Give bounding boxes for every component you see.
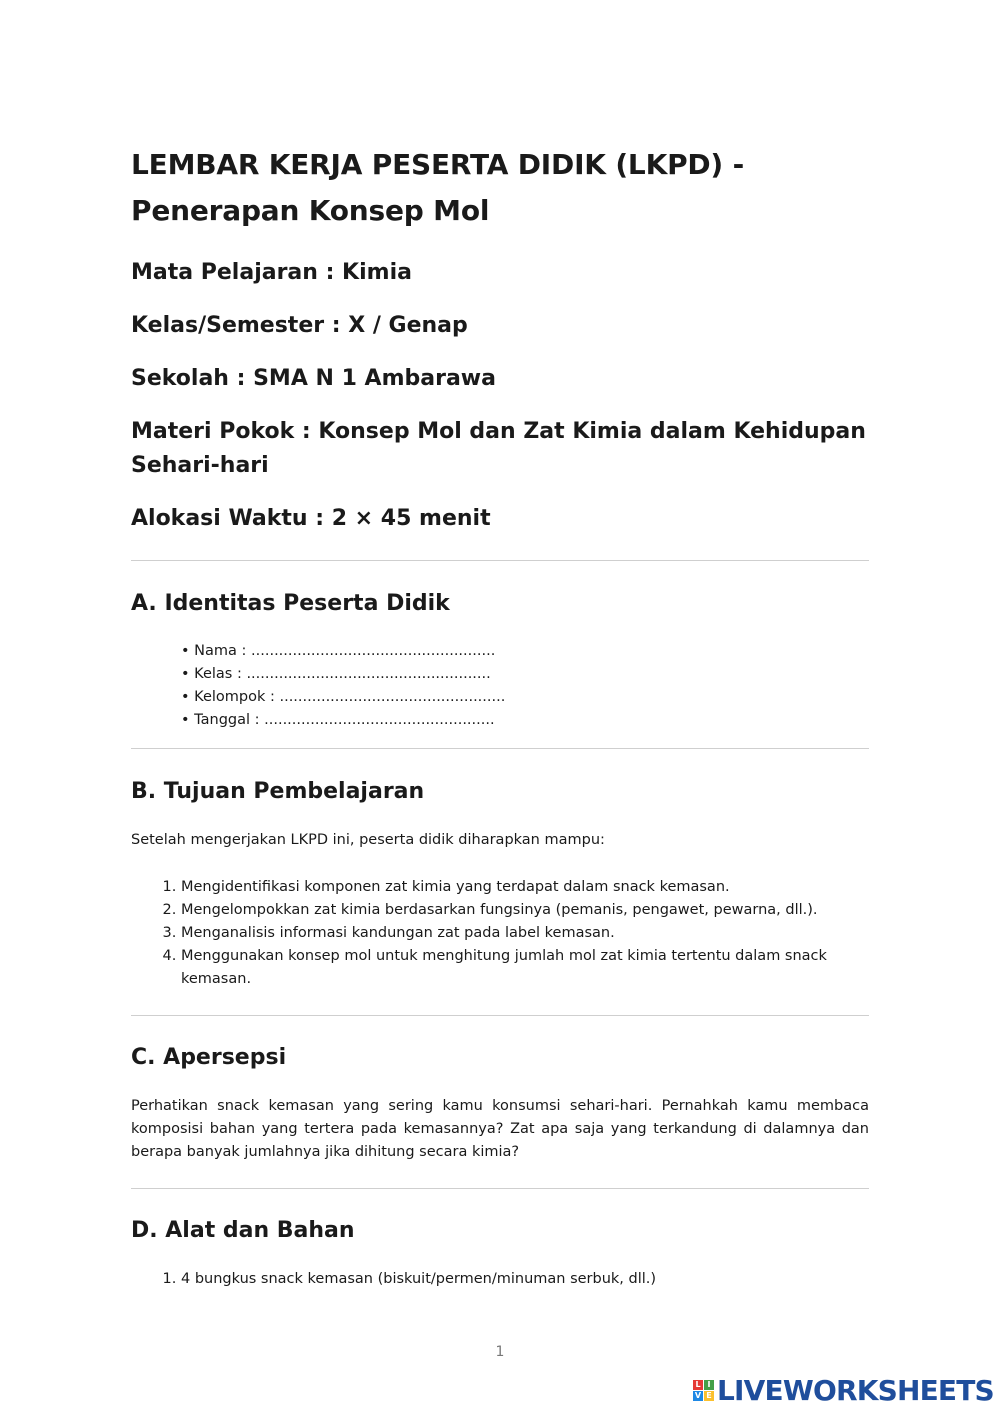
identity-date-field: • Tanggal : ..................................................	[181, 709, 869, 732]
section-a-heading: A. Identitas Peserta Didik	[131, 591, 450, 616]
page-number: 1	[495, 1344, 505, 1360]
identity-name-field: • Nama : .....................................................	[181, 640, 869, 663]
divider	[131, 1015, 869, 1016]
logo-letter: I	[704, 1380, 714, 1390]
section-d-heading: D. Alat dan Bahan	[131, 1218, 355, 1243]
logo-grid-icon	[693, 1380, 714, 1401]
learning-objectives-list	[131, 876, 869, 991]
worksheet-page	[131, 142, 869, 1291]
brand-name: LIVEWORKSHEETS	[717, 1373, 994, 1407]
meta-time-allocation: Alokasi Waktu : 2 × 45 menit	[131, 506, 491, 531]
material-item: 1. 4 bungkus snack kemasan (biskuit/permen/minuman serbuk, dll.)	[181, 1268, 869, 1291]
divider	[131, 748, 869, 749]
meta-class-semester: Kelas/Semester : X / Genap	[131, 313, 468, 338]
objective-item: 3. Menganalisis informasi kandungan zat pada label kemasan.	[181, 922, 869, 945]
section-c-heading: C. Apersepsi	[131, 1045, 287, 1070]
meta-subject: Mata Pelajaran : Kimia	[131, 260, 412, 285]
section-b-heading: B. Tujuan Pembelajaran	[131, 779, 425, 804]
identity-class-field: • Kelas : .....................................................	[181, 663, 869, 686]
objective-item: 1. Mengidentifikasi komponen zat kimia yang terdapat dalam snack kemasan.	[181, 876, 869, 899]
logo-letter: E	[704, 1391, 714, 1401]
objective-item: 4. Menggunakan konsep mol untuk menghitung jumlah mol zat kimia tertentu dalam snack kemasan.	[181, 945, 869, 991]
logo-letter: V	[694, 1390, 702, 1400]
divider	[131, 560, 869, 561]
meta-school: Sekolah : SMA N 1 Ambarawa	[131, 366, 496, 391]
objective-item: 2. Mengelompokkan zat kimia berdasarkan fungsinya (pemanis, pengawet, pewarna, dll.).	[181, 899, 869, 922]
logo-letter: L	[693, 1380, 703, 1390]
meta-topic: Materi Pokok : Konsep Mol dan Zat Kimia dalam Kehidupan Sehari-hari	[131, 419, 866, 478]
identity-group-field: • Kelompok : .................................................	[181, 686, 869, 709]
tools-materials-list	[131, 1268, 869, 1291]
divider	[131, 1188, 869, 1189]
apersepsi-text: Perhatikan snack kemasan yang sering kamu konsumsi sehari-hari. Pernahkah kamu membaca komposisi bahan yang tertera pada kemasannya? Zat apa saja yang terkandung di dalamnya dan berapa banyak jumlahnya jika dihitung secara kimia?	[131, 1098, 869, 1160]
liveworksheets-logo[interactable]	[693, 1374, 994, 1406]
objectives-intro: Setelah mengerjakan LKPD ini, peserta didik diharapkan mampu:	[131, 832, 605, 848]
page-title: LEMBAR KERJA PESERTA DIDIK (LKPD) - Penerapan Konsep Mol	[131, 148, 744, 227]
student-identity-list	[131, 640, 869, 732]
